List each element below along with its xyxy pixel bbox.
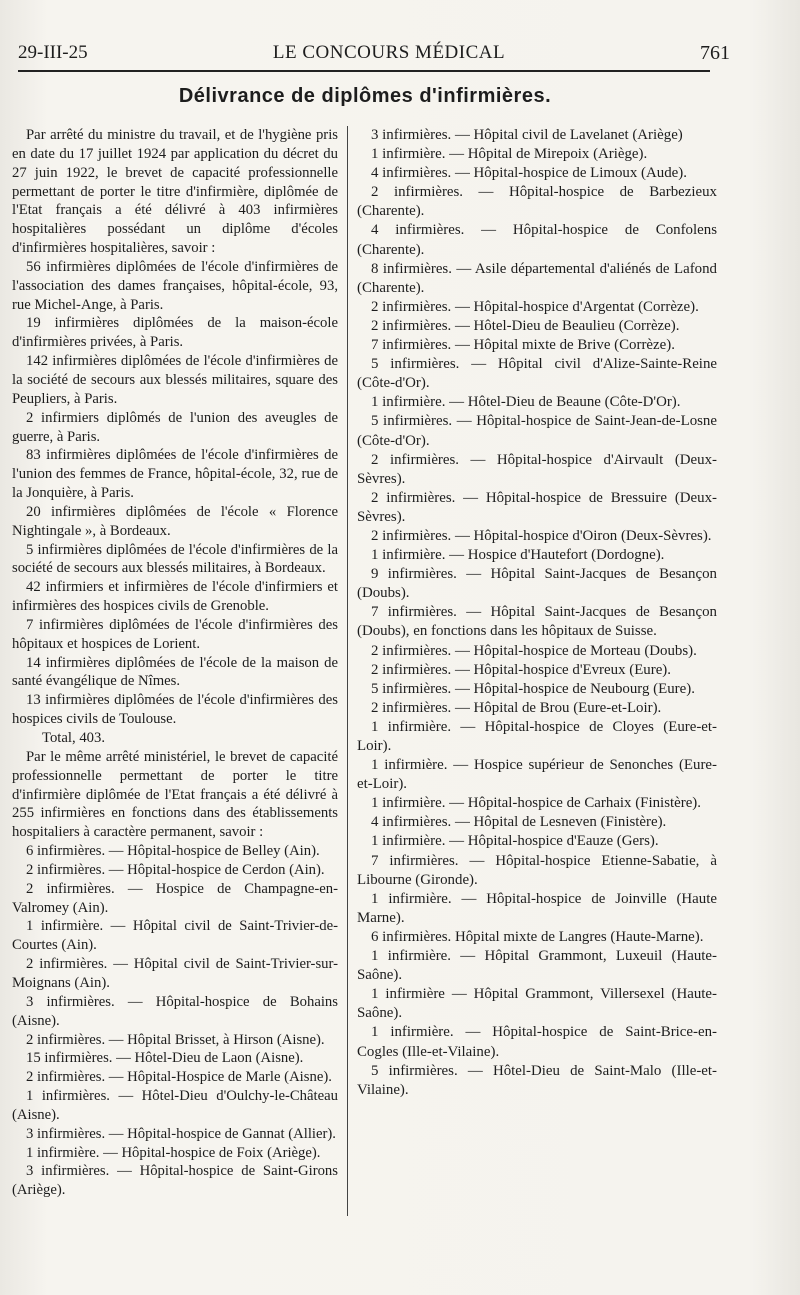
paragraph: 42 infirmiers et infirmières de l'école d'infirmiers et infirmières des hospices civils de Grenoble. xyxy=(12,579,338,615)
paragraph: 1 infirmière. — Hôpital-hospice de Saint-Brice-en-Cogles (Ille-et-Vilaine). xyxy=(357,1024,717,1060)
paragraph: 1 infirmière — Hôpital Grammont, Villersexel (Haute-Saône). xyxy=(357,986,717,1022)
paragraph: 1 infirmière. — Hospice supérieur de Senonches (Eure-et-Loir). xyxy=(357,757,717,793)
paragraph: 1 infirmière. — Hôpital de Mirepoix (Ariège). xyxy=(371,146,648,163)
header-rule xyxy=(18,70,710,72)
paragraph: 1 infirmière. — Hôpital-hospice de Carhaix (Finistère). xyxy=(371,795,701,812)
journal-title: LE CONCOURS MÉDICAL xyxy=(272,42,506,63)
paragraph: 2 infirmières. — Hôpital-hospice d'Airvault (Deux-Sèvres). xyxy=(357,451,717,487)
paragraph: 4 infirmières. — Hôpital-hospice de Limoux (Aude). xyxy=(371,165,687,182)
paragraph: Total, 403. xyxy=(42,730,106,746)
page-header xyxy=(18,40,730,66)
page-number: 761 xyxy=(700,42,730,64)
paragraph: 20 infirmières diplômées de l'école « Florence Nightingale », à Bordeaux. xyxy=(12,503,338,539)
paragraph: 5 infirmières. — Hôpital civil d'Alize-Sainte-Reine (Côte-d'Or). xyxy=(357,356,717,392)
paragraph: 13 infirmières diplômées de l'école d'infirmières des hospices civils de Toulouse. xyxy=(12,692,338,728)
paragraph: 19 infirmières diplômées de la maison-école d'infirmières privées, à Paris. xyxy=(12,315,338,351)
paragraph: 15 infirmières. — Hôtel-Dieu de Laon (Aisne). xyxy=(26,1050,304,1067)
paragraph: 1 infirmière. — Hospice d'Hautefort (Dordogne). xyxy=(371,547,665,564)
article-title: Délivrance de diplômes d'infirmières. xyxy=(178,85,552,107)
paragraph: 2 infirmières. — Hôpital-hospice de Cerdon (Ain). xyxy=(26,861,325,878)
paragraph: 2 infirmières. — Hôpital-hospice de Bressuire (Deux-Sèvres). xyxy=(357,489,717,525)
paragraph: 1 infirmière. — Hôpital-hospice d'Eauze (Gers). xyxy=(371,833,659,850)
paragraph: 2 infirmières. — Hôpital civil de Saint-Trivier-sur-Moignans (Ain). xyxy=(12,956,338,991)
paragraph: 3 infirmières. — Hôpital-hospice de Gannat (Allier). xyxy=(26,1125,336,1142)
paragraph: 2 infirmières. — Hôpital Brisset, à Hirson (Aisne). xyxy=(26,1031,325,1048)
paragraph: 2 infirmiers diplômés de l'union des aveugles de guerre, à Paris. xyxy=(12,409,338,445)
paragraph: 5 infirmières. — Hôtel-Dieu de Saint-Malo (Ille-et-Vilaine). xyxy=(357,1062,717,1098)
paragraph: 56 infirmières diplômées de l'école d'infirmières de l'association des dames françaises, hôpital-école, 93, rue Michel-Ange, à Paris. xyxy=(12,258,338,313)
paragraph: 1 infirmière. — Hôpital-hospice de Joinville (Haute Marne). xyxy=(357,890,717,926)
paragraph: 6 infirmières. — Hôpital-hospice de Belley (Ain). xyxy=(26,843,320,860)
paragraph: 2 infirmières. — Hospice de Champagne-en-Valromey (Ain). xyxy=(12,880,338,916)
paragraph: 7 infirmières. — Hôpital mixte de Brive (Corrèze). xyxy=(371,337,675,354)
paragraph: 5 infirmières diplômées de l'école d'infirmières de la société de secours aux blessés militaires, à Bordeaux. xyxy=(12,541,338,577)
paragraph: 2 infirmières. — Hôpital-hospice de Morteau (Doubs). xyxy=(371,642,697,659)
paragraph: 14 infirmières diplômées de l'école de la maison de santé évangélique de Nîmes. xyxy=(12,654,338,690)
paragraph: Par le même arrêté ministériel, le brevet de capacité professionnelle permettant de porter le titre d'infirmière diplômée de l'Etat français a été délivré à 255 infirmières en fonctions dans des établissements hospitaliers à caractère permanent, savoir : xyxy=(12,748,338,841)
paragraph: 4 infirmières. — Hôpital de Lesneven (Finistère). xyxy=(371,814,667,831)
paragraph: 6 infirmières. Hôpital mixte de Langres (Haute-Marne). xyxy=(371,928,704,945)
paragraph: 5 infirmières. — Hôpital-hospice de Neubourg (Eure). xyxy=(371,680,695,697)
paragraph: Par arrêté du ministre du travail, et de l'hygiène pris en date du 17 juillet 1924 par application du décret du 27 juin 1922, le brevet de capacité professionnelle permettant de porter le titre d'infirmière, diplômée de l'Etat français a été délivré à 403 infirmières hospitalières possédant un diplôme d'écoles d'infirmières hospitalières, savoir : xyxy=(12,127,338,257)
paragraph: 7 infirmières. — Hôpital-hospice Etienne-Sabatie, à Libourne (Gironde). xyxy=(357,852,717,888)
left-column xyxy=(12,126,338,1200)
paragraph: 2 infirmières. — Hôpital-hospice d'Argentat (Corrèze). xyxy=(371,298,699,315)
paragraph: 8 infirmières. — Asile départemental d'aliénés de Lafond (Charente). xyxy=(357,260,717,296)
paragraph: 2 infirmières. — Hôpital-Hospice de Marle (Aisne). xyxy=(26,1069,332,1086)
paragraph: 1 infirmière. — Hôtel-Dieu de Beaune (Côte-D'Or). xyxy=(371,394,681,411)
paragraph: 4 infirmières. — Hôpital-hospice de Confolens (Charente). xyxy=(357,222,717,258)
paragraph: 3 infirmières. — Hôpital-hospice de Bohains (Aisne). xyxy=(12,993,338,1029)
paragraph: 1 infirmières. — Hôtel-Dieu d'Oulchy-le-Château (Aisne). xyxy=(12,1088,338,1123)
paragraph: 5 infirmières. — Hôpital-hospice de Saint-Jean-de-Losne (Côte-d'Or). xyxy=(357,413,717,449)
paragraph: 3 infirmières. — Hôpital-hospice de Saint-Girons (Ariège). xyxy=(12,1163,338,1199)
paragraph: 1 infirmière. — Hôpital civil de Saint-Trivier-de-Courtes (Ain). xyxy=(12,918,338,954)
paragraph: 1 infirmière. — Hôpital Grammont, Luxeuil (Haute-Saône). xyxy=(357,948,717,984)
issue-date: 29-III-25 xyxy=(18,42,88,63)
right-column xyxy=(357,126,717,1100)
column-divider xyxy=(347,126,348,1216)
paragraph: 2 infirmières. — Hôtel-Dieu de Beaulieu (Corrèze). xyxy=(371,317,680,334)
paragraph: 1 infirmière. — Hôpital-hospice de Cloyes (Eure-et-Loir). xyxy=(357,718,717,754)
paragraph: 142 infirmières diplômées de l'école d'infirmières de la société de secours aux blessés militaires, square des Peupliers, à Paris. xyxy=(12,353,338,407)
paragraph: 9 infirmières. — Hôpital Saint-Jacques de Besançon (Doubs). xyxy=(357,566,717,602)
paragraph: 83 infirmières diplômées de l'école d'infirmières de l'union des femmes de France, hôpital-école, 32, rue de la Jonquière, à Paris. xyxy=(12,447,338,502)
paragraph: 2 infirmières. — Hôpital-hospice de Barbezieux (Charente). xyxy=(357,184,717,220)
paragraph: 2 infirmières. — Hôpital de Brou (Eure-et-Loir). xyxy=(371,699,662,716)
paragraph: 3 infirmières. — Hôpital civil de Lavelanet (Ariège) xyxy=(371,127,683,143)
paragraph: 7 infirmières diplômées de l'école d'infirmières des hôpitaux et hospices de Lorient. xyxy=(12,616,338,652)
paragraph: 1 infirmière. — Hôpital-hospice de Foix (Ariège). xyxy=(26,1144,321,1161)
paragraph: 2 infirmières. — Hôpital-hospice d'Oiron (Deux-Sèvres). xyxy=(371,527,712,544)
paragraph: 7 infirmières. — Hôpital Saint-Jacques de Besançon (Doubs), en fonctions dans les hôpitaux de Suisse. xyxy=(357,604,717,640)
paragraph: 2 infirmières. — Hôpital-hospice d'Evreux (Eure). xyxy=(371,661,671,678)
